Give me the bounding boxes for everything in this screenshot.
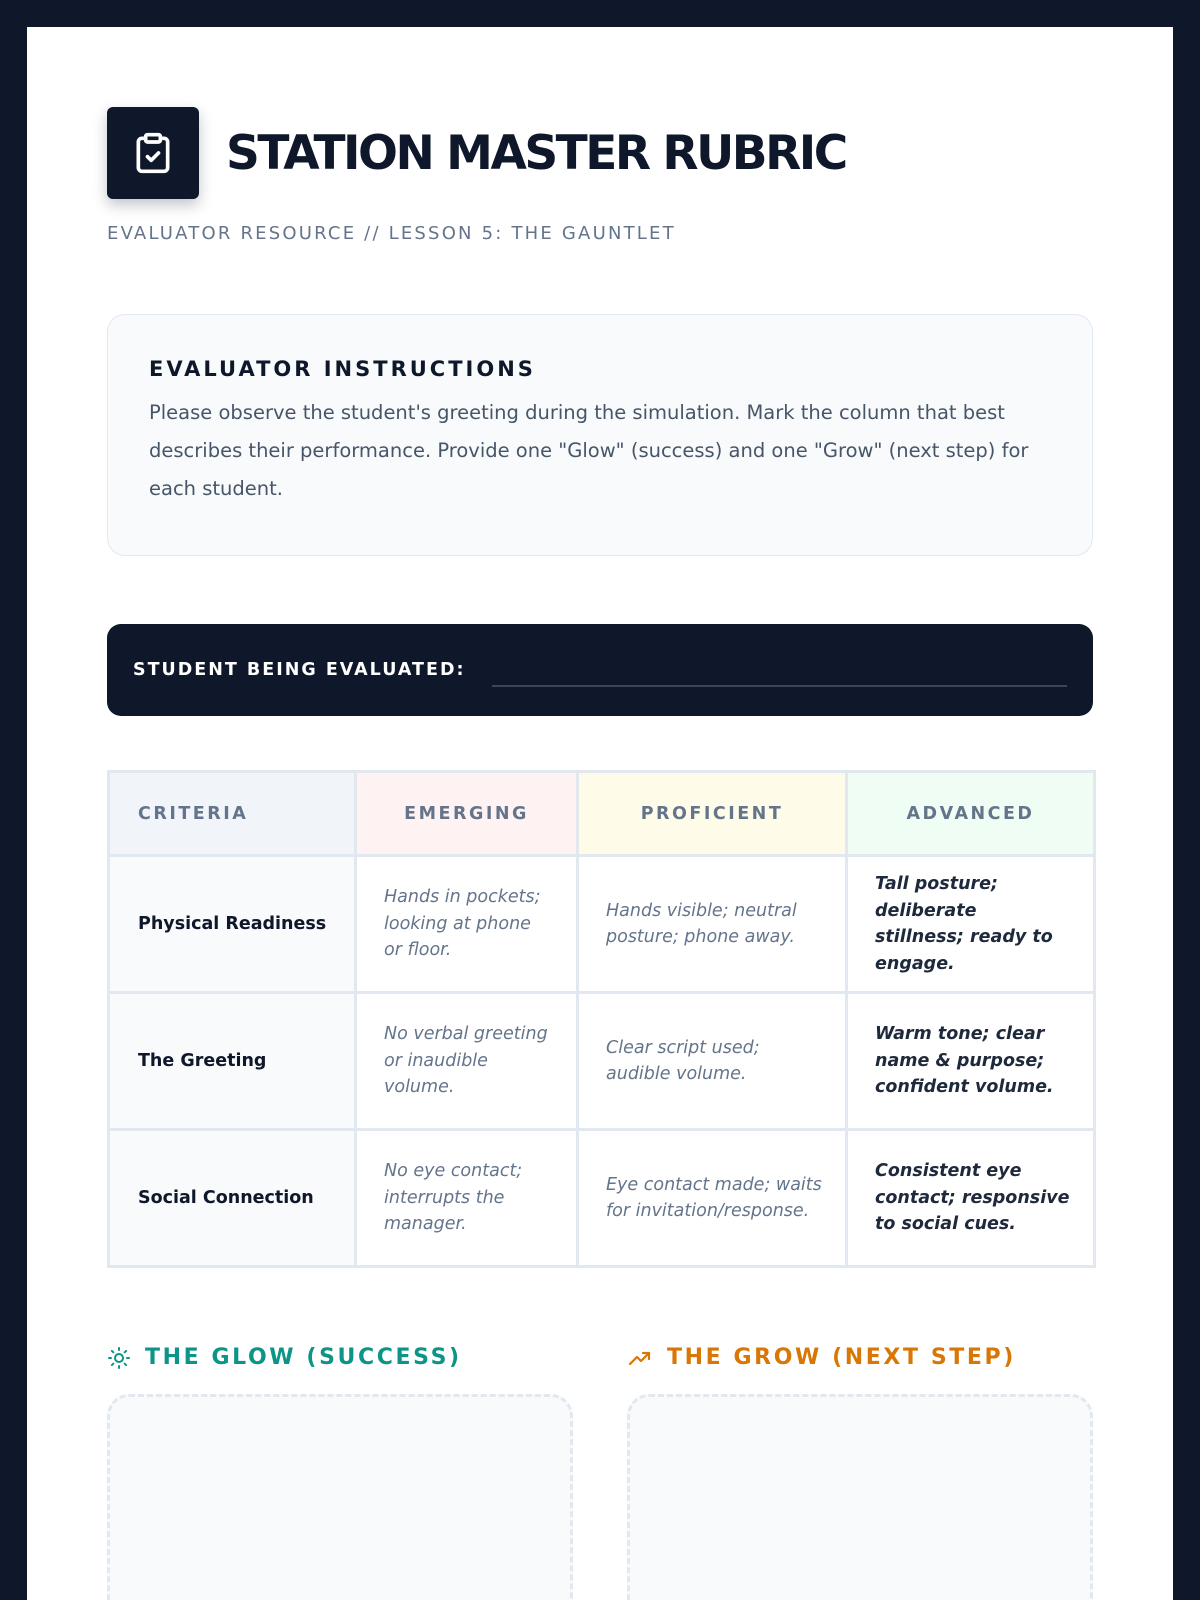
criteria-cell: Physical Readiness xyxy=(109,856,356,993)
advanced-cell[interactable]: Warm tone; clear name & purpose; confident volume. xyxy=(847,993,1095,1130)
instructions-body: Please observe the student's greeting during the simulation. Mark the column that best describes their performance. Provide one "Glow" (success) and one "Grow" (next step) for each student. xyxy=(149,401,1029,500)
glow-heading xyxy=(107,1345,462,1370)
glow-input-box[interactable] xyxy=(107,1394,573,1600)
emerging-cell[interactable]: No eye contact; interrupts the manager. xyxy=(356,1130,578,1267)
advanced-cell[interactable]: Tall posture; deliberate stillness; ready to engage. xyxy=(847,856,1095,993)
student-bar xyxy=(107,624,1093,716)
sun-icon xyxy=(107,1346,131,1370)
emerging-cell[interactable]: Hands in pockets; looking at phone or floor. xyxy=(356,856,578,993)
page-title: STATION MASTER RUBRIC xyxy=(226,125,846,181)
rubric-sheet xyxy=(27,27,1173,1600)
header-proficient: PROFICIENT xyxy=(578,772,847,856)
grow-label: THE GROW (NEXT STEP) xyxy=(667,1345,1016,1370)
table-row xyxy=(109,993,1095,1130)
instructions-heading: EVALUATOR INSTRUCTIONS xyxy=(149,357,536,381)
proficient-cell[interactable]: Hands visible; neutral posture; phone away. xyxy=(578,856,847,993)
proficient-cell[interactable]: Eye contact made; waits for invitation/response. xyxy=(578,1130,847,1267)
header-emerging: EMERGING xyxy=(356,772,578,856)
table-row xyxy=(109,856,1095,993)
grow-input-box[interactable] xyxy=(627,1394,1093,1600)
header-criteria: CRITERIA xyxy=(109,772,356,856)
student-name-field[interactable] xyxy=(492,685,1067,687)
glow-label: THE GLOW (SUCCESS) xyxy=(145,1345,462,1370)
advanced-cell[interactable]: Consistent eye contact; responsive to social cues. xyxy=(847,1130,1095,1267)
grow-heading xyxy=(627,1345,1016,1370)
header-advanced: ADVANCED xyxy=(847,772,1095,856)
student-label: STUDENT BEING EVALUATED: xyxy=(133,660,466,680)
page-header xyxy=(107,107,846,199)
rubric-header-row xyxy=(109,772,1095,856)
logo-badge xyxy=(107,107,199,199)
clipboard-check-icon xyxy=(131,128,175,178)
proficient-cell[interactable]: Clear script used; audible volume. xyxy=(578,993,847,1130)
criteria-cell: Social Connection xyxy=(109,1130,356,1267)
table-row xyxy=(109,1130,1095,1267)
criteria-cell: The Greeting xyxy=(109,993,356,1130)
rubric-table xyxy=(107,770,1096,1268)
instructions-card xyxy=(107,314,1093,556)
trending-up-icon xyxy=(627,1346,653,1370)
emerging-cell[interactable]: No verbal greeting or inaudible volume. xyxy=(356,993,578,1130)
page-subtitle: EVALUATOR RESOURCE // LESSON 5: THE GAUNTLET xyxy=(107,223,676,244)
